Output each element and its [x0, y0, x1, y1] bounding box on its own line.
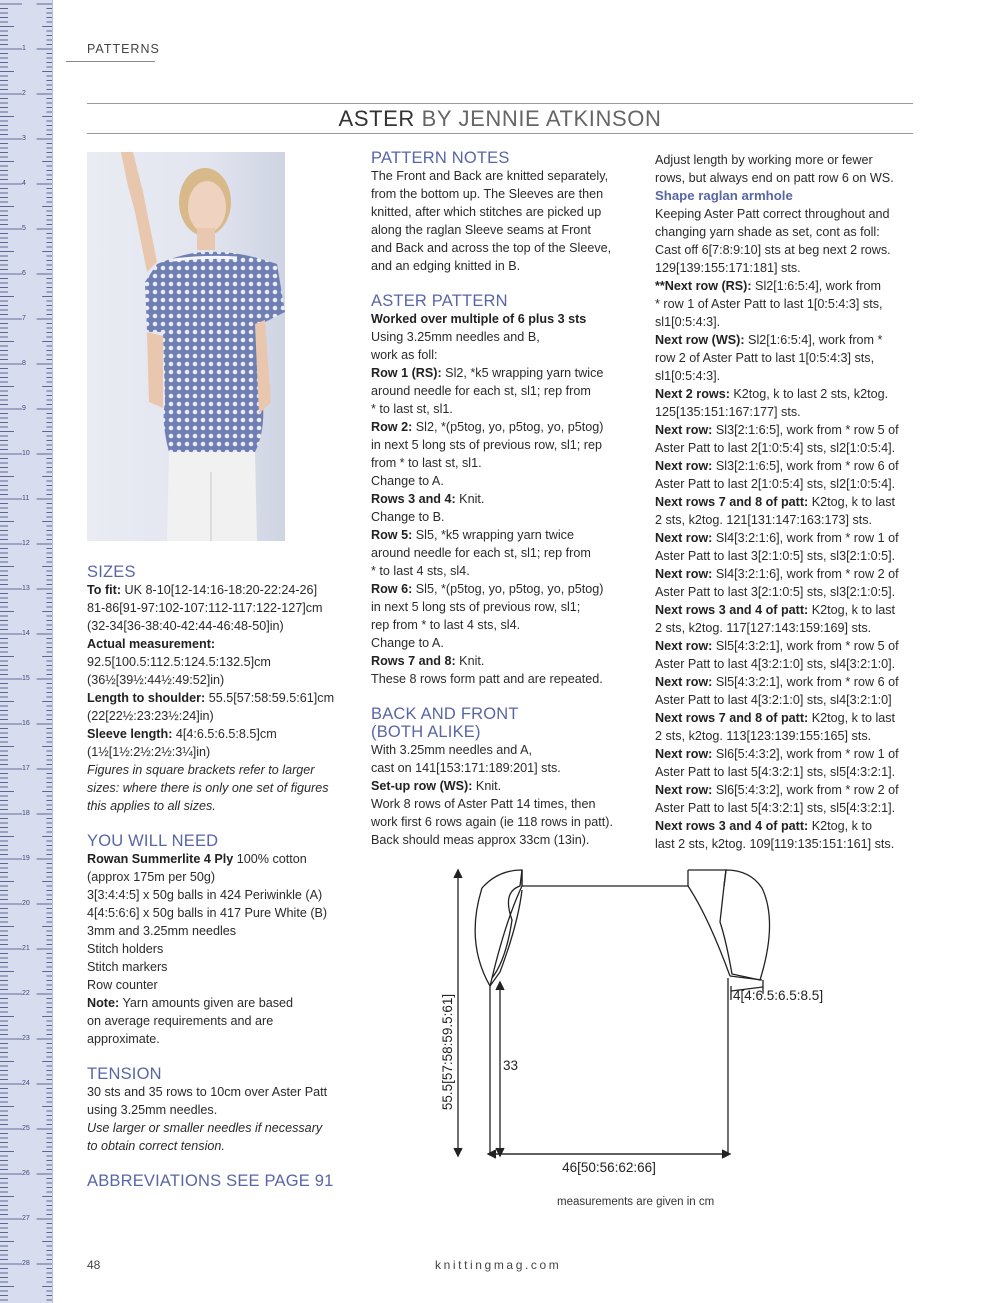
- next-rows-3-4-b-b: last 2 sts, k2tog. 109[119:135:151:161] sts.: [655, 837, 895, 851]
- title-main: ASTER: [338, 106, 415, 131]
- heading-sizes: SIZES: [87, 563, 136, 581]
- section-label: PATTERNS: [87, 42, 160, 56]
- next-row-7: Next row: Sl5[4:3:2:1], work from * row 5 of: [655, 639, 899, 653]
- actual-cm: 92.5[100.5:112.5:124.5:132.5]cm: [87, 655, 271, 669]
- keep-3: Cast off 6[7:8:9:10] sts at beg next 2 rows.: [655, 243, 891, 257]
- keep-4: 129[139:155:171:181] sts.: [655, 261, 801, 275]
- yarn-length: (approx 175m per 50g): [87, 870, 216, 884]
- left-raglan: [492, 870, 522, 978]
- title-designer: BY JENNIE ATKINSON: [421, 106, 662, 131]
- ruler-label: 26: [22, 1170, 30, 1177]
- neckline: [522, 870, 688, 886]
- next-rows-3-4-a-b: 2 sts, k2tog. 117[127:143:159:169] sts.: [655, 621, 872, 635]
- next-row-rs-b: * row 1 of Aster Patt to last 1[0:5:4:3] sts,: [655, 297, 883, 311]
- left-column: [87, 563, 357, 1190]
- heading-pattern-notes: PATTERN NOTES: [371, 149, 510, 167]
- change-to-a-1: Change to A.: [371, 474, 444, 488]
- notes-6: and an edging knitted in B.: [371, 259, 521, 273]
- next-row-4-b: Aster Patt to last 2[1:0:5:4] sts, sl2[1:0:5:4].: [655, 477, 896, 491]
- page-number: 48: [87, 1258, 101, 1272]
- sleeve-in: (1½[1½:2½:2½:3¼]in): [87, 745, 211, 759]
- back-5: Back should meas approx 33cm (13in).: [371, 833, 590, 847]
- row-6: Row 6: Sl5, *(p5tog, yo, p5tog, yo, p5tog): [371, 582, 604, 596]
- ruler-label: 13: [22, 585, 30, 592]
- right-sleeve-outline: [720, 870, 770, 980]
- change-to-a-2: Change to A.: [371, 636, 444, 650]
- next-rows-7-8-b: Next rows 7 and 8 of patt: K2tog, k to last: [655, 711, 896, 725]
- rows-form-patt: These 8 rows form patt and are repeated.: [371, 672, 603, 686]
- notes-2: from the bottom up. The Sleeves are then: [371, 187, 604, 201]
- heading-you-will-need: YOU WILL NEED: [87, 832, 219, 850]
- ruler-label: 20: [22, 900, 30, 907]
- ruler-label: 16: [22, 720, 30, 727]
- ruler-label: 12: [22, 540, 30, 547]
- back-3: Work 8 rows of Aster Patt 14 times, then: [371, 797, 596, 811]
- length-to-shoulder: Length to shoulder: 55.5[57:58:59.5:61]cm: [87, 691, 335, 705]
- row-2: Row 2: Sl2, *(p5tog, yo, p5tog, yo, p5tog): [371, 420, 604, 434]
- rows-7-8: Rows 7 and 8: Knit.: [371, 654, 485, 668]
- next-row-8: Next row: Sl5[4:3:2:1], work from * row 6 of: [655, 675, 899, 689]
- next-row-3-b: Aster Patt to last 2[1:0:5:4] sts, sl2[1:0:5:4].: [655, 441, 896, 455]
- rows-3-4: Rows 3 and 4: Knit.: [371, 492, 485, 506]
- length-in: (22[22½:23:23½:24]in): [87, 709, 214, 723]
- heading-aster-pattern: ASTER PATTERN: [371, 292, 508, 310]
- ruler-label: 27: [22, 1215, 30, 1222]
- size-note-3: this applies to all sizes.: [87, 799, 216, 813]
- size-note-1: Figures in square brackets refer to larger: [87, 763, 315, 777]
- ruler-label: 4: [22, 180, 26, 187]
- ruler-ticks: [0, 0, 52, 1303]
- adjust-1: Adjust length by working more or fewer: [655, 153, 873, 167]
- ruler-label: 23: [22, 1035, 30, 1042]
- next-rows-7-8-a-b: 2 sts, k2tog. 121[131:147:163:173] sts.: [655, 513, 873, 527]
- row-6-b: in next 5 long sts of previous row, sl1;: [371, 600, 581, 614]
- ruler-label: 22: [22, 990, 30, 997]
- to-fit: To fit: UK 8-10[12-14:16-18:20-22:24-26]: [87, 583, 318, 597]
- yarn-b: 4[4:5:6:6] x 50g balls in 417 Pure White (B): [87, 906, 328, 920]
- next-2-rows: Next 2 rows: K2tog, k to last 2 sts, k2tog.: [655, 387, 889, 401]
- ruler-label: 2: [22, 90, 26, 97]
- middle-column: [371, 149, 646, 849]
- notes-4: along the raglan Sleeve seams at Front: [371, 223, 591, 237]
- work-as-foll: work as foll:: [371, 348, 438, 362]
- row-1-b: around needle for each st, sl1; rep from: [371, 384, 591, 398]
- model-photo: [87, 152, 285, 541]
- tension-4: to obtain correct tension.: [87, 1139, 225, 1153]
- stitch-markers: Stitch markers: [87, 960, 168, 974]
- right-raglan: [688, 886, 730, 976]
- back-4: work first 6 rows again (ie 118 rows in patt).: [371, 815, 613, 829]
- next-rows-7-8-a: Next rows 7 and 8 of patt: K2tog, k to last: [655, 495, 896, 509]
- row-counter: Row counter: [87, 978, 158, 992]
- ruler-label: 21: [22, 945, 30, 952]
- row-5-c: * to last 4 sts, sl4.: [371, 564, 470, 578]
- next-row-8-b: Aster Patt to last 4[3:2:1:0] sts, sl4[3:2:1:0]: [655, 693, 892, 707]
- next-row-9: Next row: Sl6[5:4:3:2], work from * row 1 of: [655, 747, 899, 761]
- keep-2: changing yarn shade as set, cont as foll:: [655, 225, 880, 239]
- garment-schematic: [430, 860, 850, 1185]
- row-1-c: * to last st, sl1.: [371, 402, 453, 416]
- heading-abbreviations: ABBREVIATIONS SEE PAGE 91: [87, 1172, 334, 1190]
- to-fit-cm: 81-86[91-97:102-107:112-117:122-127]cm: [87, 601, 323, 615]
- using-needles: Using 3.25mm needles and B,: [371, 330, 540, 344]
- next-row-ws-c: sl1[0:5:4:3].: [655, 369, 721, 383]
- heading-back-front: BACK AND FRONT: [371, 705, 519, 723]
- back-1: With 3.25mm needles and A,: [371, 743, 533, 757]
- next-row-rs-c: sl1[0:5:4:3].: [655, 315, 721, 329]
- sleeve-length: Sleeve length: 4[4:6.5:6.5:8.5]cm: [87, 727, 277, 741]
- ruler-label: 25: [22, 1125, 30, 1132]
- next-row-4: Next row: Sl3[2:1:6:5], work from * row 6 of: [655, 459, 899, 473]
- diagram-caption: measurements are given in cm: [557, 1196, 715, 1208]
- adjust-2: rows, but always end on patt row 6 on WS.: [655, 171, 894, 185]
- ruler-label: 18: [22, 810, 30, 817]
- row-5-b: around needle for each st, sl1; rep from: [371, 546, 591, 560]
- width-label: 46[50:56:62:66]: [562, 1160, 656, 1175]
- next-row-6-b: Aster Patt to last 3[2:1:0:5] sts, sl3[2:1:0:5].: [655, 585, 896, 599]
- measuring-ruler: [0, 0, 53, 1303]
- title-rule-bottom: [87, 133, 913, 134]
- next-row-3: Next row: Sl3[2:1:6:5], work from * row 5 of: [655, 423, 899, 437]
- notes-5: and Back and across the top of the Sleeve,: [371, 241, 612, 255]
- sleeve-label: 4[4:6.5:6.5:8.5]: [733, 988, 824, 1003]
- to-fit-in: (32-34[36-38:40-42:44-46:48-50]in): [87, 619, 284, 633]
- next-row-5: Next row: Sl4[3:2:1:6], work from * row 1 of: [655, 531, 899, 545]
- ruler-label: 5: [22, 225, 26, 232]
- next-2-rows-b: 125[135:151:167:177] sts.: [655, 405, 801, 419]
- ruler-label: 6: [22, 270, 26, 277]
- heading-shape-raglan: Shape raglan armhole: [655, 188, 793, 203]
- site-url: knittingmag.com: [435, 1258, 562, 1272]
- next-row-rs: **Next row (RS): Sl2[1:6:5:4], work from: [655, 279, 882, 293]
- back-2: cast on 141[153:171:189:201] sts.: [371, 761, 561, 775]
- actual-label: Actual measurement:: [87, 637, 216, 651]
- needles: 3mm and 3.25mm needles: [87, 924, 237, 938]
- size-note-2: sizes: where there is only one set of figures: [87, 781, 329, 795]
- ruler-label: 9: [22, 405, 26, 412]
- notes-1: The Front and Back are knitted separately,: [371, 169, 609, 183]
- notes-3: knitted, after which stitches are picked up: [371, 205, 602, 219]
- yarn-note-2: on average requirements and are: [87, 1014, 274, 1028]
- right-column: [655, 151, 920, 853]
- ruler-label: 19: [22, 855, 30, 862]
- next-row-7-b: Aster Patt to last 4[3:2:1:0] sts, sl4[3:2:1:0].: [655, 657, 896, 671]
- ruler-label: 10: [22, 450, 30, 457]
- ruler-label: 3: [22, 135, 26, 142]
- title-rule-top: [87, 103, 913, 104]
- next-rows-3-4-a: Next rows 3 and 4 of patt: K2tog, k to last: [655, 603, 896, 617]
- yarn-a: 3[3:4:4:5] x 50g balls in 424 Periwinkle (A): [87, 888, 323, 902]
- row-6-c: rep from * to last 4 sts, sl4.: [371, 618, 521, 632]
- body-outline: [490, 978, 728, 1154]
- model-illustration: [87, 152, 285, 541]
- next-row-9-b: Aster Patt to last 5[4:3:2:1] sts, sl5[4:3:2:1].: [655, 765, 896, 779]
- body-height-label: 33: [503, 1058, 519, 1073]
- ruler-label: 1: [22, 45, 26, 52]
- tension-3: Use larger or smaller needles if necessary: [87, 1121, 323, 1135]
- ruler-label: 7: [22, 315, 26, 322]
- stitch-holders: Stitch holders: [87, 942, 164, 956]
- ruler-label: 28: [22, 1260, 30, 1267]
- yarn-note-3: approximate.: [87, 1032, 160, 1046]
- keep-1: Keeping Aster Patt correct throughout and: [655, 207, 890, 221]
- ruler-label: 8: [22, 360, 26, 367]
- tension-1: 30 sts and 35 rows to 10cm over Aster Patt: [87, 1085, 328, 1099]
- next-row-ws: Next row (WS): Sl2[1:6:5:4], work from *: [655, 333, 883, 347]
- ruler-label: 15: [22, 675, 30, 682]
- change-to-b: Change to B.: [371, 510, 445, 524]
- yarn-note: Note: Yarn amounts given are based: [87, 996, 294, 1010]
- ruler-label: 11: [22, 495, 30, 502]
- next-rows-7-8-b-b: 2 sts, k2tog. 113[123:139:155:165] sts.: [655, 729, 872, 743]
- ruler-label: 14: [22, 630, 30, 637]
- next-rows-3-4-b: Next rows 3 and 4 of patt: K2tog, k to: [655, 819, 872, 833]
- section-underline: [66, 61, 155, 62]
- length-dimension: [454, 870, 462, 1156]
- heading-tension: TENSION: [87, 1065, 162, 1083]
- pattern-title: [87, 106, 913, 132]
- row-1: Row 1 (RS): Sl2, *k5 wrapping yarn twice: [371, 366, 604, 380]
- next-row-5-b: Aster Patt to last 3[2:1:0:5] sts, sl3[2:1:0:5].: [655, 549, 896, 563]
- length-label: 55.5[57:58:59.5:61]: [440, 993, 455, 1111]
- setup-row: Set-up row (WS): Knit.: [371, 779, 502, 793]
- row-2-b: in next 5 long sts of previous row, sl1; rep: [371, 438, 603, 452]
- row-5: Row 5: Sl5, *k5 wrapping yarn twice: [371, 528, 574, 542]
- width-dimension: [488, 1150, 730, 1158]
- ruler-label: 17: [22, 765, 30, 772]
- next-row-6: Next row: Sl4[3:2:1:6], work from * row 2 of: [655, 567, 899, 581]
- next-row-10: Next row: Sl6[5:4:3:2], work from * row 2 of: [655, 783, 899, 797]
- tension-2: using 3.25mm needles.: [87, 1103, 218, 1117]
- yarn: Rowan Summerlite 4 Ply 100% cotton: [87, 852, 307, 866]
- actual-in: (36½[39½:44½:49:52]in): [87, 673, 225, 687]
- next-row-ws-b: row 2 of Aster Patt to last 1[0:5:4:3] sts,: [655, 351, 875, 365]
- next-row-10-b: Aster Patt to last 5[4:3:2:1] sts, sl5[4:3:2:1].: [655, 801, 896, 815]
- worked-over: Worked over multiple of 6 plus 3 sts: [371, 312, 587, 326]
- heading-both-alike: (BOTH ALIKE): [371, 723, 481, 741]
- row-2-c: from * to last st, sl1.: [371, 456, 482, 470]
- ruler-label: 24: [22, 1080, 30, 1087]
